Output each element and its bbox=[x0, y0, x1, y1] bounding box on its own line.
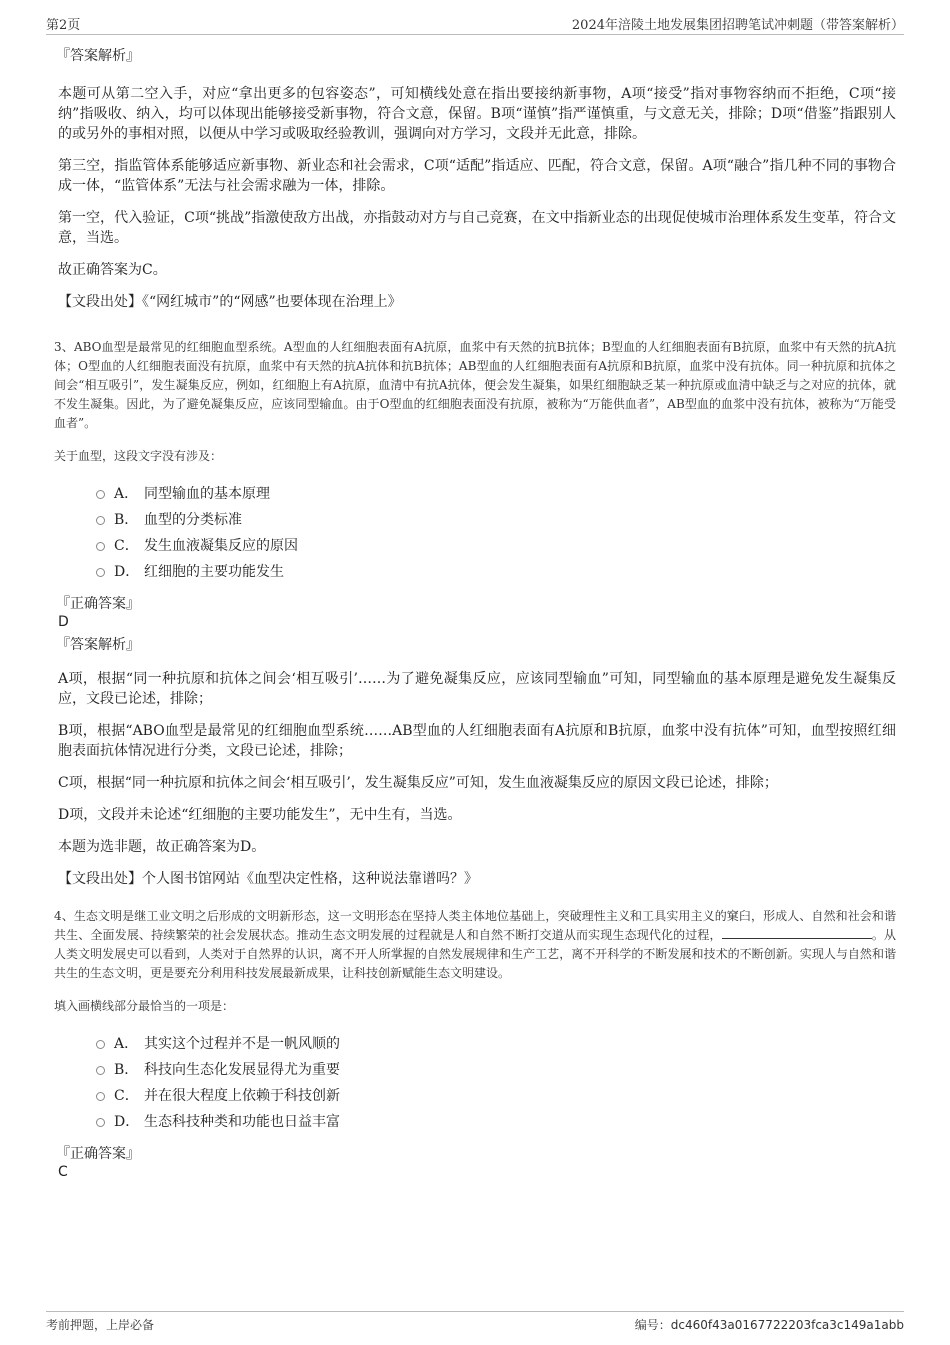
page-content bbox=[56, 46, 896, 1185]
option-text: 同型输血的基本原理 bbox=[144, 486, 270, 502]
radio-icon[interactable] bbox=[96, 516, 105, 525]
q3-analysis-para-5: 本题为选非题，故正确答案为D。 bbox=[58, 839, 266, 855]
document-title: 2024年涪陵土地发展集团招聘笔试冲刺题（带答案解析） bbox=[571, 18, 904, 33]
option-letter: B． bbox=[114, 1062, 139, 1078]
option-letter: D． bbox=[114, 1114, 140, 1130]
q2-analysis bbox=[56, 46, 896, 312]
q4-text-after: 。从人类文明发展史可以看到，人类对于自然界的认识，离不开人所掌握的自然发展规律和生产工艺，离不开科学的不断发展和技术的不断创新。实现人与自然和谐共生的生态文明，更是要充分利用科技发展最新成果，让科技创新赋能生态文明建设。 bbox=[54, 928, 896, 980]
page-number: 第2页 bbox=[46, 18, 81, 33]
option-text: 科技向生态化发展显得尤为重要 bbox=[144, 1062, 340, 1078]
footer-code-value: dc460f43a0167722203fca3c149a1abb bbox=[670, 1318, 904, 1332]
question-3 bbox=[56, 338, 896, 889]
radio-icon[interactable] bbox=[96, 490, 105, 499]
q3-analysis-para-4: D项，文段并未论述“红细胞的主要功能发生”，无中生有，当选。 bbox=[58, 807, 462, 823]
radio-icon[interactable] bbox=[96, 1092, 105, 1101]
q4-answer: C bbox=[58, 1164, 68, 1180]
q4-option-a[interactable] bbox=[96, 1031, 896, 1057]
footer-slogan: 考前押题，上岸必备 bbox=[46, 1318, 155, 1332]
q2-analysis-para-3: 第一空，代入验证，C项“挑战”指激使敌方出战，亦指鼓动对方与自己竞赛，在文中指新业态的出现促使城市治理体系发生变革，符合文意，当选。 bbox=[58, 210, 896, 246]
option-text: 其实这个过程并不是一帆风顺的 bbox=[144, 1036, 340, 1052]
q4-answer-label: 『正确答案』 bbox=[56, 1146, 140, 1162]
q4-text-before: 4、生态文明是继工业文明之后形成的文明新形态，这一文明形态在坚持人类主体地位基础上，突破理性主义和工具实用主义的窠臼，形成人、自然和社会和谐共生、全面发展、持续繁荣的社会发展状态。推动生态文明发展的过程就是人和自然不断打交道从而实现生态现代化的过程， bbox=[54, 909, 896, 942]
q4-stem: 填入画横线部分最恰当的一项是： bbox=[54, 999, 235, 1013]
q3-analysis-para-3: C项，根据“同一种抗原和抗体之间会‘相互吸引’，发生凝集反应”可知，发生血液凝集反应的原因文段已论述，排除； bbox=[58, 775, 778, 791]
option-letter: A． bbox=[114, 1036, 139, 1052]
option-letter: D． bbox=[114, 564, 140, 580]
question-4 bbox=[56, 907, 896, 1181]
option-text: 发生血液凝集反应的原因 bbox=[144, 538, 298, 554]
page-footer bbox=[46, 1311, 904, 1336]
radio-icon[interactable] bbox=[96, 568, 105, 577]
q3-option-c[interactable] bbox=[96, 533, 896, 559]
radio-icon[interactable] bbox=[96, 542, 105, 551]
q2-analysis-para-2: 第三空，指监管体系能够适应新事物、新业态和社会需求，C项“适配”指适应、匹配，符合文意，保留。A项“融合”指几种不同的事物合成一体，“监管体系”无法与社会需求融为一体，排除。 bbox=[58, 158, 896, 194]
radio-icon[interactable] bbox=[96, 1118, 105, 1127]
q3-source: 【文段出处】个人图书馆网站《血型决定性格，这种说法靠谱吗？》 bbox=[58, 871, 478, 887]
q2-source: 【文段出处】《“网红城市”的“网感”也要体现在治理上》 bbox=[58, 294, 402, 310]
option-text: 红细胞的主要功能发生 bbox=[144, 564, 284, 580]
q4-text bbox=[54, 907, 896, 983]
q3-answer: D bbox=[58, 614, 69, 630]
q2-analysis-para-1: 本题可从第二空入手，对应“拿出更多的包容姿态”，可知横线处意在指出要接纳新事物，A项“接受”指对事物容纳而不拒绝，C项“接纳”指吸收、纳入，均可以体现出能够接受新事物，符合文意，保留。B项“谨慎”指严谨慎重，与文意无关，排除；D项“借鉴”指跟别人的或另外的事相对照，以便从中学习或吸取经验教训，强调向对方学习，文段并无此意，排除。 bbox=[58, 86, 896, 142]
q3-text: 3、ABO血型是最常见的红细胞血型系统。A型血的人红细胞表面有A抗原，血浆中有天然的抗B抗体；B型血的人红细胞表面有B抗原，血浆中有天然的抗A抗体；O型血的人红细胞表面没有抗原，血浆中有天然的抗A抗体和抗B抗体；AB型血的人红细胞表面有A抗原和B抗原，血浆中没有抗体。同一种抗原和抗体之间会“相互吸引”，发生凝集反应，例如，红细胞上有A抗原，血清中有抗A抗体，便会发生凝集，如果红细胞缺乏某一种抗原或血清中缺乏与之对应的抗体，就不发生凝集。因此，为了避免凝集反应，应该同型输血。由于O型血的红细胞表面没有抗原，被称为“万能供血者”，AB型血的血浆中没有抗体，被称为“万能受血者”。 bbox=[54, 340, 896, 430]
q4-option-c[interactable] bbox=[96, 1083, 896, 1109]
footer-code bbox=[635, 1316, 904, 1333]
q2-analysis-label: 『答案解析』 bbox=[56, 48, 140, 64]
footer-code-label: 编号： bbox=[634, 1318, 671, 1332]
radio-icon[interactable] bbox=[96, 1066, 105, 1075]
fill-blank-line bbox=[722, 926, 872, 939]
page-header bbox=[46, 12, 904, 35]
q3-option-b[interactable] bbox=[96, 507, 896, 533]
q3-analysis-label: 『答案解析』 bbox=[56, 637, 140, 653]
q3-analysis-para-1: A项，根据“同一种抗原和抗体之间会‘相互吸引’……为了避免凝集反应，应该同型输血”可知，同型输血的基本原理是避免发生凝集反应，文段已论述，排除； bbox=[58, 671, 896, 707]
q3-analysis-para-2: B项，根据“ABO血型是最常见的红细胞血型系统……AB型血的人红细胞表面有A抗原和B抗原，血浆中没有抗体”可知，血型按照红细胞表面抗体情况进行分类，文段已论述，排除； bbox=[58, 723, 896, 759]
q3-option-a[interactable] bbox=[96, 481, 896, 507]
radio-icon[interactable] bbox=[96, 1040, 105, 1049]
q4-options bbox=[96, 1031, 896, 1135]
q4-option-d[interactable] bbox=[96, 1109, 896, 1135]
q3-answer-label: 『正确答案』 bbox=[56, 596, 140, 612]
option-text: 生态科技种类和功能也日益丰富 bbox=[144, 1114, 340, 1130]
option-letter: B． bbox=[114, 512, 139, 528]
q3-stem: 关于血型，这段文字没有涉及： bbox=[54, 449, 223, 463]
option-letter: C． bbox=[114, 538, 139, 554]
q2-analysis-para-4: 故正确答案为C。 bbox=[58, 262, 167, 278]
q4-option-b[interactable] bbox=[96, 1057, 896, 1083]
q3-options bbox=[96, 481, 896, 585]
option-text: 血型的分类标准 bbox=[144, 512, 242, 528]
option-letter: C． bbox=[114, 1088, 139, 1104]
q3-option-d[interactable] bbox=[96, 559, 896, 585]
option-text: 并在很大程度上依赖于科技创新 bbox=[144, 1088, 340, 1104]
option-letter: A． bbox=[114, 486, 139, 502]
